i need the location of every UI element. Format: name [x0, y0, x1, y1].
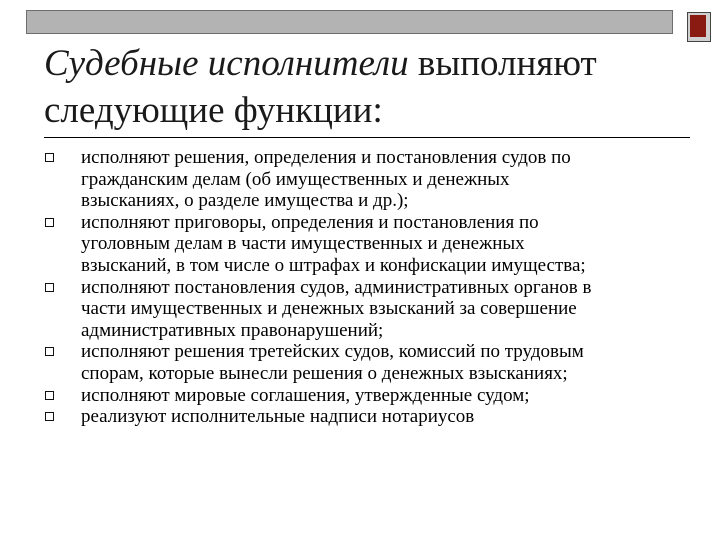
square-bullet-icon [45, 347, 54, 356]
bullet-line: административных правонарушений; [81, 319, 384, 341]
bullet-line: исполняют постановления судов, административных органов в [81, 276, 592, 298]
bullet-item [45, 212, 690, 277]
bullet-line: части имущественных и денежных взысканий за совершение [81, 298, 577, 320]
square-bullet-icon [45, 391, 54, 400]
title-line-2: следующие функции: [44, 90, 383, 131]
bullet-line: исполняют решения третейских судов, комиссий по трудовым [81, 341, 584, 363]
bullet-line: взысканиях, о разделе имущества и др.); [81, 190, 409, 212]
bullet-item [45, 147, 690, 212]
square-bullet-icon [45, 153, 54, 162]
corner-accent-fill [690, 15, 706, 37]
title-divider [44, 137, 690, 138]
square-bullet-icon [45, 218, 54, 227]
top-decorative-bar [26, 10, 673, 34]
bullet-line: исполняют решения, определения и постановления судов по [81, 147, 571, 168]
bullet-item [45, 277, 690, 342]
bullet-list [45, 147, 690, 428]
bullet-line: реализуют исполнительные надписи нотариусов [81, 406, 475, 428]
slide-title [44, 40, 684, 134]
title-italic-part: Судебные исполнители [44, 43, 409, 84]
bullet-line: исполняют мировые соглашения, утвержденные судом; [81, 384, 530, 406]
bullet-item [45, 341, 690, 384]
bullet-item [45, 385, 690, 407]
square-bullet-icon [45, 412, 54, 421]
corner-accent-square [687, 12, 711, 42]
bullet-line: уголовным делам в части имущественных и денежных [81, 233, 525, 255]
bullet-line: спорам, которые вынесли решения о денежных взысканиях; [81, 362, 568, 384]
bullet-line: исполняют приговоры, определения и постановления по [81, 211, 539, 233]
bullet-line: взысканий, в том числе о штрафах и конфискации имущества; [81, 254, 586, 276]
title-normal-part: выполняют [408, 43, 597, 84]
bullet-item [45, 406, 690, 428]
bullet-line: гражданским делам (об имущественных и денежных [81, 168, 510, 190]
square-bullet-icon [45, 283, 54, 292]
